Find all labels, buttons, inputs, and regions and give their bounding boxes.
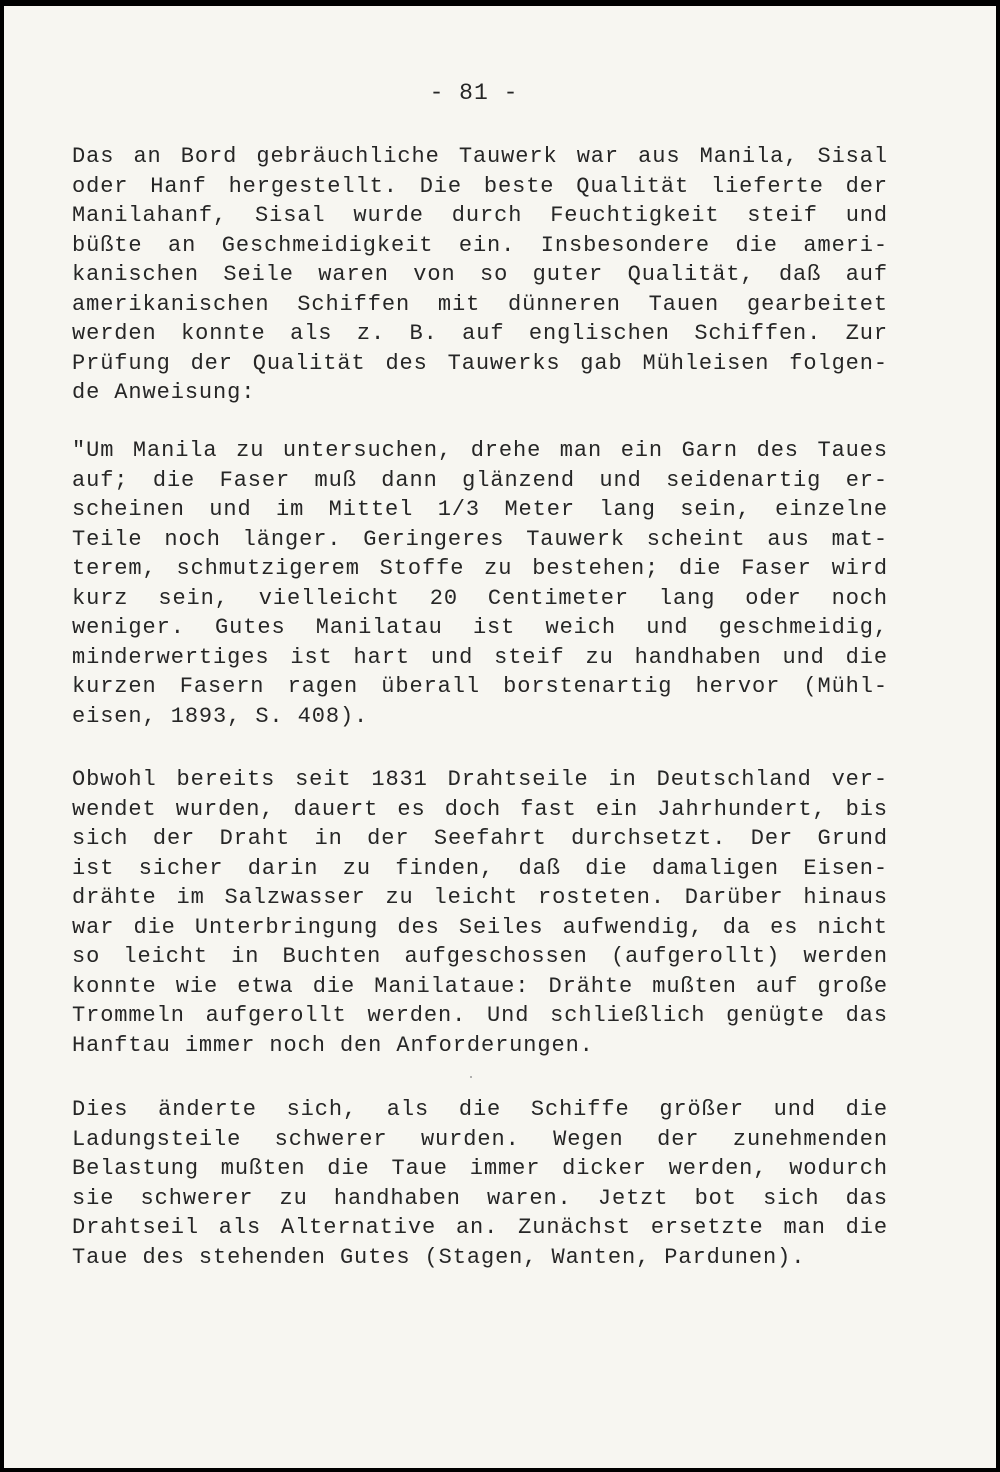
text-line: "Um Manila zu untersuchen, drehe man ein Garn des Taues	[72, 438, 888, 463]
text-line: kurzen Fasern ragen überall borstenartig hervor (Mühl-	[72, 674, 888, 699]
text-line: Teile noch länger. Geringeres Tauwerk scheint aus mat-	[72, 526, 888, 552]
text-line: Taue des stehenden Gutes (Stagen, Wanten, Pardunen).	[72, 1244, 806, 1270]
text-line: kurz sein, vielleicht 20 Centimeter lang oder noch	[72, 585, 888, 611]
text-line: oder Hanf hergestellt. Die beste Qualität lieferte der	[72, 173, 888, 199]
text-line: sie schwerer zu handhaben waren. Jetzt bot sich das	[72, 1185, 888, 1211]
paragraph-tauwerk-materials	[72, 142, 888, 408]
text-line: konnte wie etwa die Manilataue: Drähte mußten auf große	[72, 973, 888, 999]
paragraph-drahtseil-alternative	[72, 1095, 888, 1272]
text-line: sich der Draht in der Seefahrt durchsetzt. Der Grund	[72, 826, 888, 851]
text-line: kanischen Seile waren von so guter Qualität, daß auf	[72, 262, 888, 287]
text-line: drähte im Salzwasser zu leicht rosteten. Darüber hinaus	[72, 885, 888, 910]
text-line: Prüfung der Qualität des Tauwerks gab Mühleisen folgen-	[72, 350, 888, 376]
page-number: - 81 -	[429, 80, 519, 106]
text-line: de Anweisung:	[72, 380, 256, 405]
text-line: Hanftau immer noch den Anforderungen.	[72, 1032, 594, 1058]
text-line: so leicht in Buchten aufgeschossen (aufgerollt) werden	[72, 944, 888, 969]
text-line: Ladungsteile schwerer wurden. Wegen der zunehmenden	[72, 1126, 888, 1152]
text-line: büßte an Geschmeidigkeit ein. Insbesondere die ameri-	[72, 232, 888, 258]
text-line: war die Unterbringung des Seiles aufwendig, da es nicht	[72, 914, 888, 940]
text-line: Trommeln aufgerollt werden. Und schließlich genügte das	[72, 1003, 888, 1028]
page-sheet	[4, 6, 996, 1468]
text-line: scheinen und im Mittel 1/3 Meter lang sein, einzelne	[72, 497, 888, 522]
text-line: amerikanischen Schiffen mit dünneren Tauen gearbeitet	[72, 291, 888, 317]
text-line: ist sicher darin zu finden, daß die damaligen Eisen-	[72, 855, 888, 881]
text-line: Dies änderte sich, als die Schiffe größer und die	[72, 1097, 888, 1122]
text-line: Belastung mußten die Taue immer dicker werden, wodurch	[72, 1156, 888, 1181]
text-line: terem, schmutzigerem Stoffe zu bestehen; die Faser wird	[72, 556, 888, 581]
paragraph-drahtseile-history	[72, 765, 888, 1060]
text-line: eisen, 1893, S. 408).	[72, 703, 369, 729]
text-line: werden konnte als z. B. auf englischen Schiffen. Zur	[72, 321, 888, 346]
scan-speck	[470, 1076, 472, 1078]
text-line: minderwertiges ist hart und steif zu handhaben und die	[72, 644, 888, 670]
paragraph-quote-muehleisen	[72, 436, 888, 731]
text-line: Obwohl bereits seit 1831 Drahtseile in Deutschland ver-	[72, 767, 888, 792]
text-line: Das an Bord gebräuchliche Tauwerk war aus Manila, Sisal	[72, 144, 888, 169]
text-line: Drahtseil als Alternative an. Zunächst ersetzte man die	[72, 1215, 888, 1240]
text-line: wendet wurden, dauert es doch fast ein Jahrhundert, bis	[72, 796, 888, 822]
text-line: Manilahanf, Sisal wurde durch Feuchtigkeit steif und	[72, 203, 888, 228]
text-line: auf; die Faser muß dann glänzend und seidenartig er-	[72, 467, 888, 493]
text-line: weniger. Gutes Manilatau ist weich und geschmeidig,	[72, 615, 888, 640]
